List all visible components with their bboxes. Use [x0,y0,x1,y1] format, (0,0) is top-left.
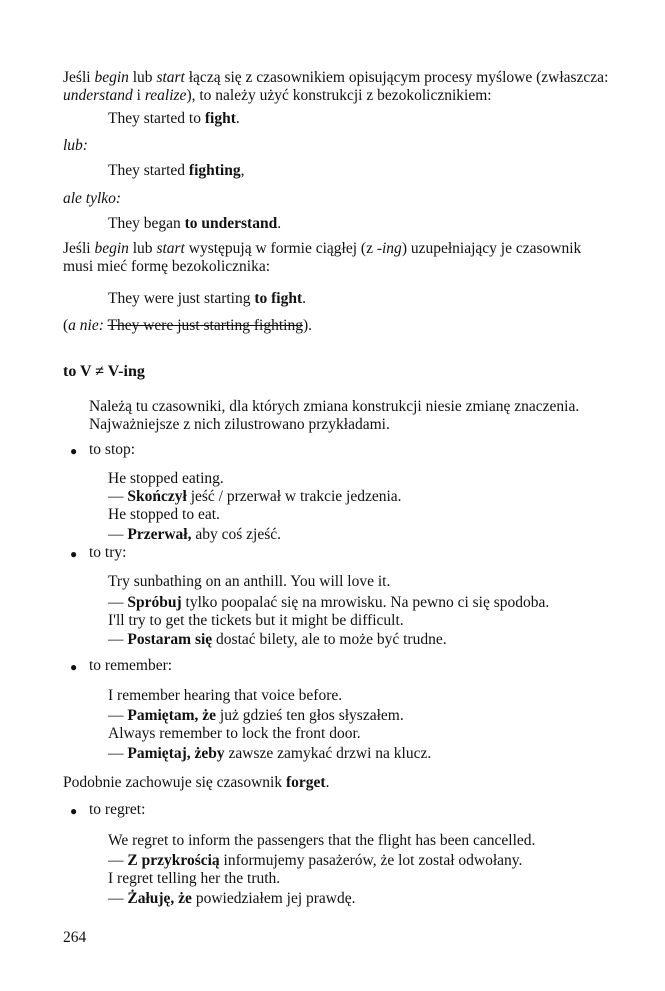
bullet-icon: ● [70,804,78,818]
bullet-label: to try: [89,544,127,561]
translation-line: — Z przykrością informujemy pasażerów, że lot został odwołany. [108,852,523,869]
example-line: I'll try to get the tickets but it might be difficult. [108,612,404,629]
section-heading: to V ≠ V-ing [63,363,145,380]
paragraph-line: understand i realize), to należy użyć konstrukcji z bezokolicznikiem: [63,87,492,104]
bullet-icon: ● [70,547,78,561]
example-line: Try sunbathing on an anthill. You will love it. [108,573,391,590]
translation-line: — Postaram się dostać bilety, ale to może być trudne. [108,631,447,648]
translation-line: — Skończył jeść / przerwał w trakcie jedzenia. [108,488,402,505]
italic-note: ale tylko: [63,190,122,207]
paragraph-line: Podobnie zachowuje się czasownik forget. [63,774,330,791]
example-line: I regret telling her the truth. [108,870,281,887]
italic-note: lub: [63,137,88,154]
translation-line: — Pamiętam, że już gdzieś ten głos słyszałem. [108,707,404,724]
translation-line: — Pamiętaj, żeby zawsze zamykać drzwi na klucz. [108,745,432,762]
paragraph-line: Jeśli begin lub start łączą się z czasownikiem opisującym procesy myślowe (zwłaszcza: [63,69,609,86]
translation-line: — Spróbuj tylko poopalać się na mrowisku. Na pewno ci się spodoba. [108,594,550,611]
paragraph-line: Najważniejsze z nich zilustrowano przykładami. [89,416,390,433]
not-note: (a nie: They were just starting fighting). [63,317,312,334]
example-line: They were just starting to fight. [108,290,307,307]
translation-line: — Żałuję, że powiedziałem jej prawdę. [108,890,356,907]
example-line: They started fighting, [108,162,245,179]
paragraph-line: Jeśli begin lub start występują w formie ciągłej (z -ing) uzupełniający je czasownik [63,240,582,257]
bullet-label: to remember: [89,657,173,674]
example-line: We regret to inform the passengers that the flight has been cancelled. [108,832,536,849]
paragraph-line: Należą tu czasowniki, dla których zmiana konstrukcji niesie zmianę znaczenia. [89,398,580,415]
bullet-icon: ● [70,444,78,458]
bullet-label: to stop: [89,441,136,458]
example-line: I remember hearing that voice before. [108,687,343,704]
example-line: They began to understand. [108,215,282,232]
bullet-icon: ● [70,660,78,674]
example-line: Always remember to lock the front door. [108,725,361,742]
page-number: 264 [63,929,87,946]
example-line: He stopped to eat. [108,506,220,523]
example-line: He stopped eating. [108,470,224,487]
example-line: They started to fight. [108,110,240,127]
struck-text: They were just starting fighting [107,317,303,334]
bullet-label: to regret: [89,801,146,818]
paragraph-line: musi mieć formę bezokolicznika: [63,258,271,275]
translation-line: — Przerwał, aby coś zjeść. [108,526,282,543]
